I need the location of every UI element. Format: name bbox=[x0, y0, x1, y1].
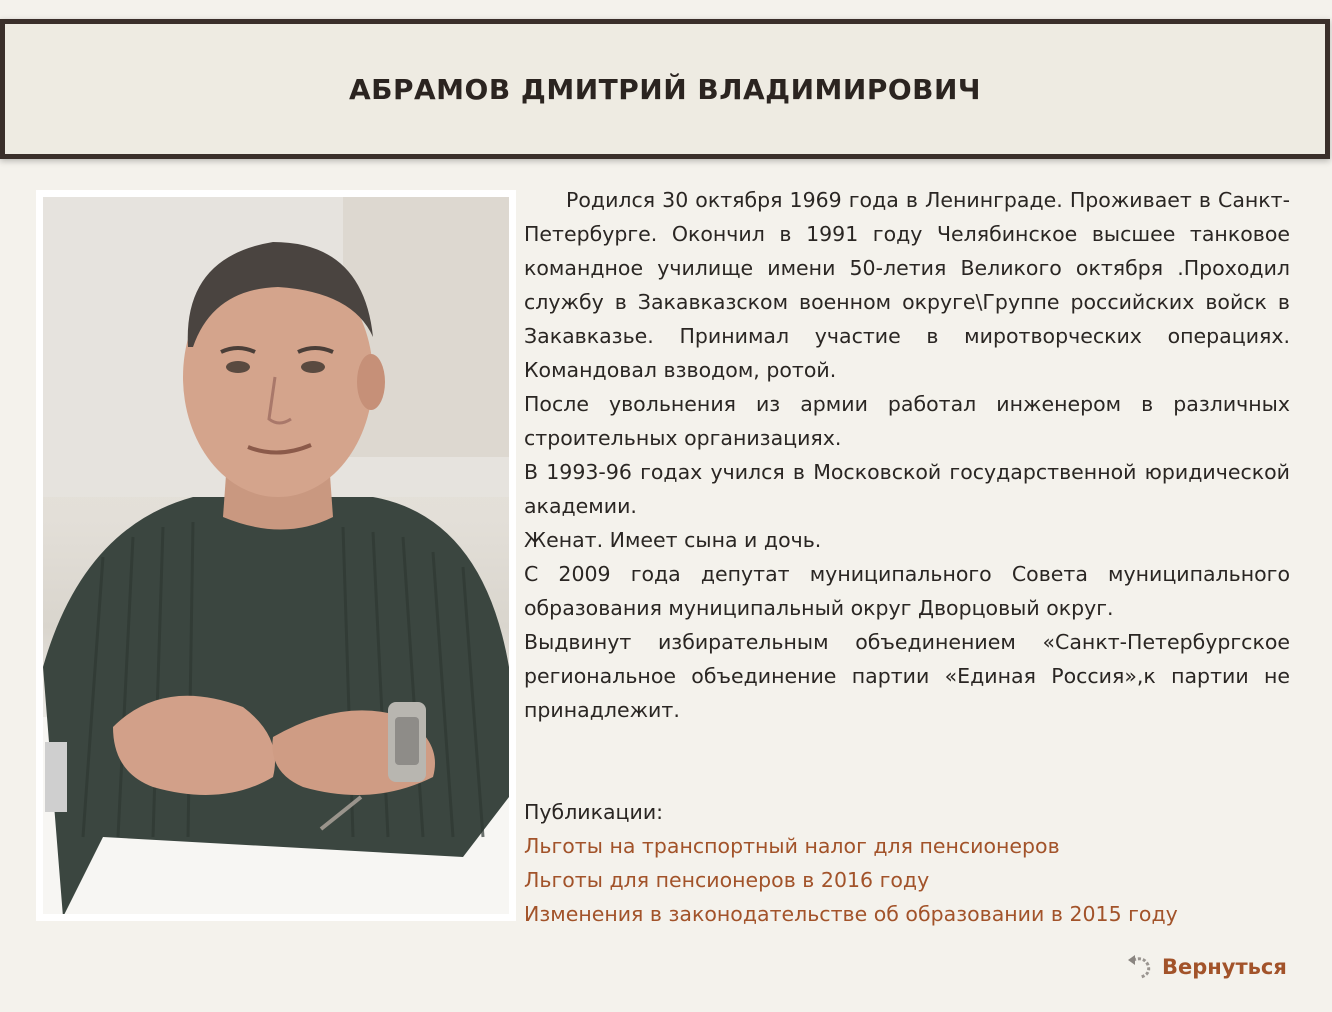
biography bbox=[524, 183, 1290, 727]
portrait-frame bbox=[36, 190, 516, 921]
back-button[interactable] bbox=[1124, 952, 1287, 982]
publications bbox=[524, 795, 1290, 931]
publication-link[interactable]: Льготы для пенсионеров в 2016 году bbox=[524, 868, 930, 892]
publications-list bbox=[524, 829, 1290, 931]
publication-item bbox=[524, 829, 1290, 863]
publication-item bbox=[524, 897, 1290, 931]
page-header bbox=[0, 19, 1330, 159]
bio-paragraph: Женат. Имеет сына и дочь. bbox=[524, 528, 822, 552]
return-arrow-icon bbox=[1124, 952, 1154, 982]
publication-link[interactable]: Изменения в законодательстве об образовании в 2015 году bbox=[524, 902, 1178, 926]
publication-item bbox=[524, 863, 1290, 897]
bio-paragraph: С 2009 года депутат муниципального Совета муниципального образования муниципальный округ Дворцовый округ. bbox=[524, 562, 1290, 620]
publication-link[interactable]: Льготы на транспортный налог для пенсионеров bbox=[524, 834, 1060, 858]
bio-paragraph: Выдвинут избирательным объединением «Санкт-Петербургское региональное объединение партии «Единая Россия»,к партии не принадлежит. bbox=[524, 630, 1290, 722]
back-button-label: Вернуться bbox=[1162, 955, 1287, 979]
bio-paragraph: Родился 30 октября 1969 года в Ленинграде. Проживает в Санкт-Петербурге. Окончил в 1991 году Челябинское высшее танковое командное училище имени 50-летия Великого октября .Проходил службу в Закавказском военном округе\Группе российских войск в Закавказье. Принимал участие в миротворческих операциях. Командовал взводом, ротой. bbox=[524, 188, 1290, 382]
page-title: АБРАМОВ ДМИТРИЙ ВЛАДИМИРОВИЧ bbox=[348, 72, 982, 106]
bio-paragraph: После увольнения из армии работал инженером в различных строительных организациях. bbox=[524, 392, 1290, 450]
portrait-photo bbox=[43, 197, 509, 914]
bio-paragraph: В 1993-96 годах учился в Московской государственной юридической академии. bbox=[524, 460, 1290, 518]
portrait-illustration bbox=[43, 197, 509, 914]
publications-title: Публикации: bbox=[524, 800, 664, 824]
